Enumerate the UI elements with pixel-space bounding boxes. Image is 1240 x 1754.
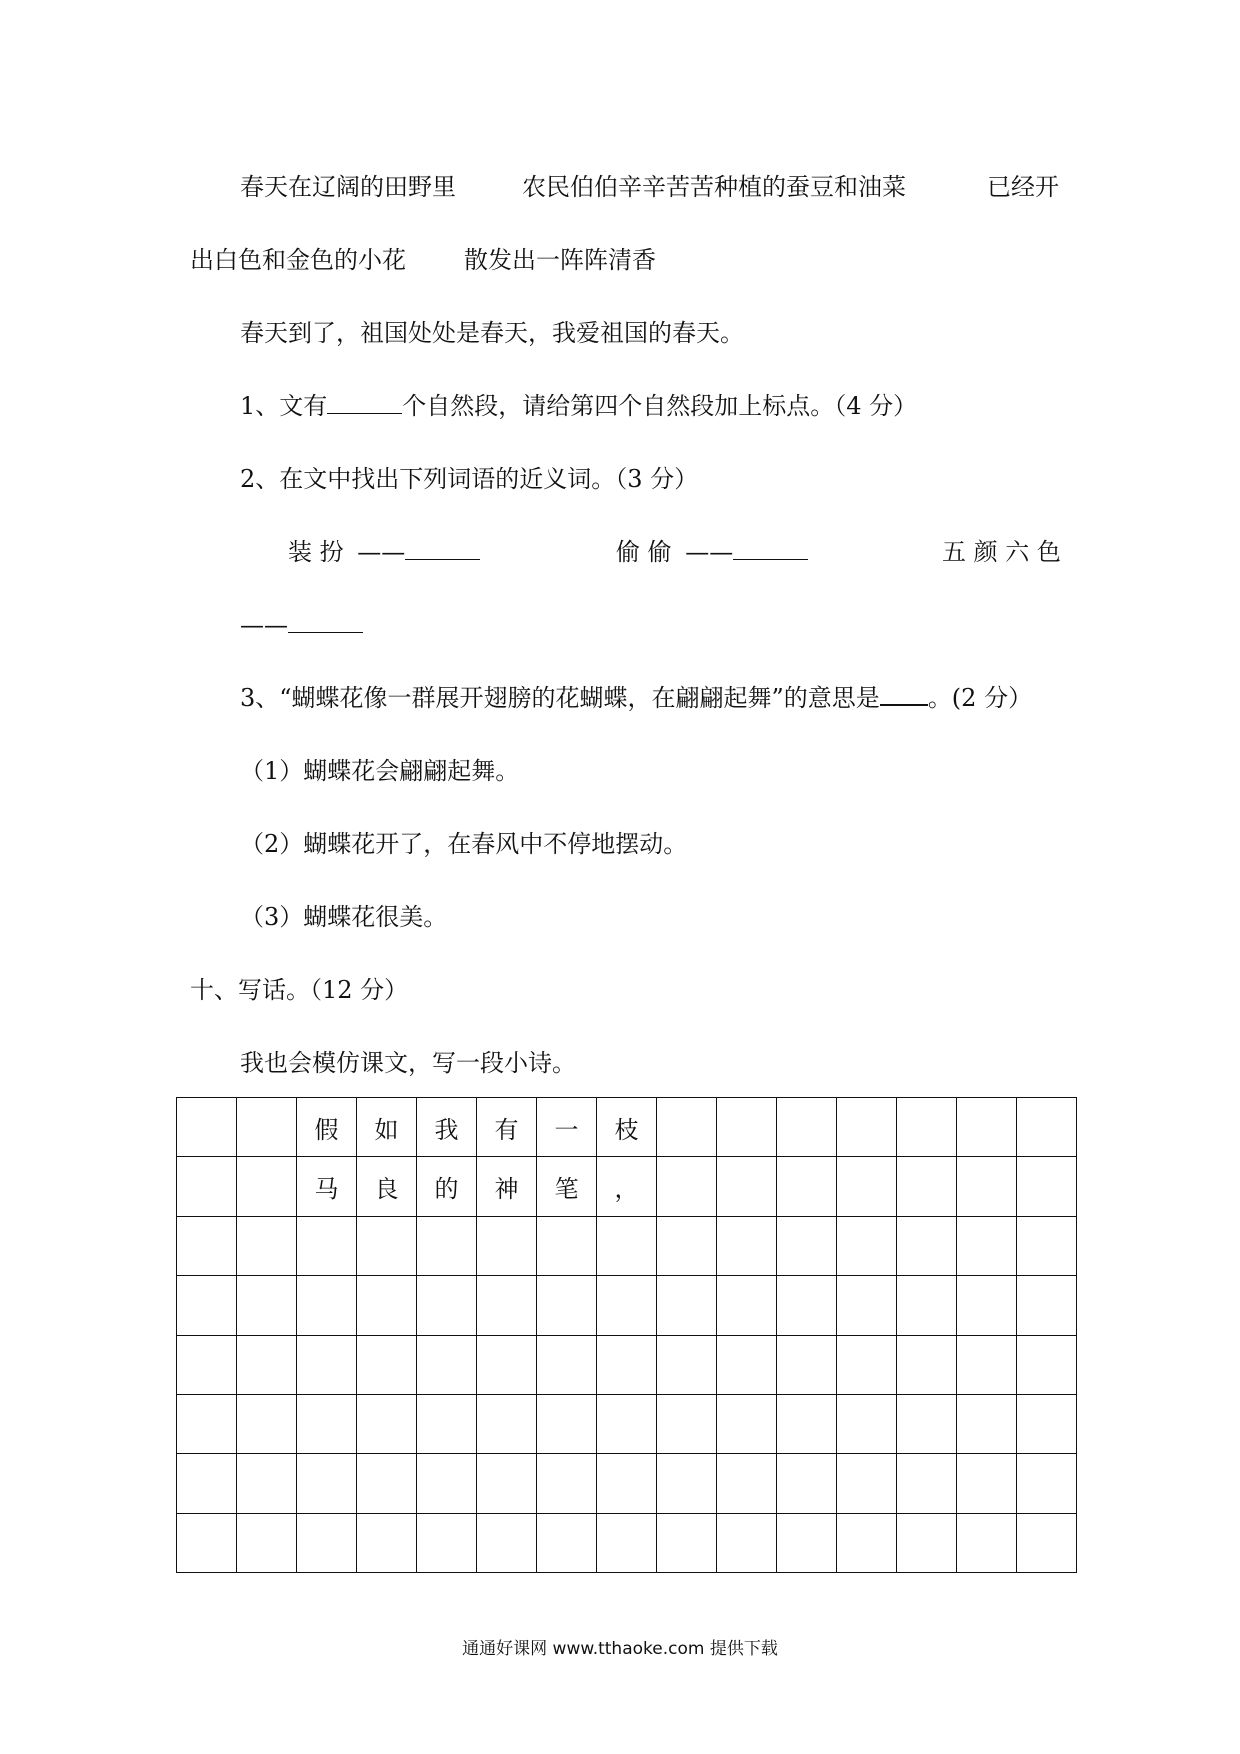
answer-blank[interactable] (733, 539, 808, 560)
grid-cell[interactable] (777, 1513, 837, 1572)
grid-cell[interactable] (1017, 1098, 1077, 1157)
grid-cell[interactable] (297, 1513, 357, 1572)
grid-cell[interactable] (657, 1513, 717, 1572)
grid-cell[interactable] (897, 1454, 957, 1513)
grid-cell[interactable] (357, 1454, 417, 1513)
grid-cell[interactable] (597, 1276, 657, 1335)
grid-cell[interactable] (897, 1157, 957, 1216)
synonym-word: 五 颜 六 色 (942, 538, 1061, 566)
grid-cell[interactable]: 良 (357, 1157, 417, 1216)
grid-cell[interactable] (297, 1394, 357, 1453)
option-3: （3）蝴蝶花很美。 (240, 903, 448, 931)
grid-cell[interactable] (1017, 1335, 1077, 1394)
grid-cell[interactable] (957, 1098, 1017, 1157)
passage-paragraph-4-line-1 (240, 172, 1059, 202)
synonym-item-1 (288, 537, 480, 567)
grid-cell[interactable] (417, 1513, 477, 1572)
grid-cell[interactable] (777, 1394, 837, 1453)
grid-cell[interactable] (237, 1276, 297, 1335)
grid-cell[interactable] (717, 1216, 777, 1275)
grid-cell[interactable]: 我 (417, 1098, 477, 1157)
passage-phrase: 散发出一阵阵清香 (464, 246, 656, 274)
grid-cell[interactable] (537, 1513, 597, 1572)
grid-cell[interactable] (417, 1454, 477, 1513)
question-1-text-before: 1、文有 (240, 392, 328, 420)
grid-cell[interactable] (837, 1513, 897, 1572)
grid-cell[interactable] (597, 1394, 657, 1453)
answer-blank[interactable] (880, 684, 928, 706)
grid-cell[interactable] (237, 1157, 297, 1216)
grid-cell[interactable] (897, 1513, 957, 1572)
grid-cell[interactable] (177, 1394, 237, 1453)
grid-cell[interactable] (957, 1454, 1017, 1513)
grid-row (177, 1335, 1077, 1394)
grid-cell[interactable] (357, 1216, 417, 1275)
passage-paragraph-4-line-2 (190, 245, 656, 275)
grid-cell[interactable] (897, 1216, 957, 1275)
footer-source: 通通好课网 www.tthaoke.com 提供下载 (462, 1639, 778, 1659)
passage-phrase: 春天在辽阔的田野里 (240, 173, 456, 201)
grid-cell[interactable] (777, 1335, 837, 1394)
grid-cell[interactable] (537, 1394, 597, 1453)
grid-cell[interactable] (837, 1335, 897, 1394)
grid-cell[interactable] (237, 1216, 297, 1275)
grid-cell[interactable] (177, 1276, 237, 1335)
grid-cell[interactable] (177, 1098, 237, 1157)
grid-cell[interactable] (597, 1513, 657, 1572)
passage-phrase: 出白色和金色的小花 (190, 246, 406, 274)
grid-cell[interactable] (837, 1276, 897, 1335)
grid-cell[interactable] (177, 1513, 237, 1572)
grid-cell[interactable] (957, 1276, 1017, 1335)
grid-cell[interactable] (717, 1098, 777, 1157)
grid-row (177, 1513, 1077, 1572)
grid-row (177, 1216, 1077, 1275)
grid-cell[interactable] (1017, 1513, 1077, 1572)
grid-cell[interactable] (597, 1454, 657, 1513)
passage-phrase: 已经开 (987, 173, 1059, 201)
dash-icon: —— (240, 611, 288, 639)
writing-grid (176, 1097, 1077, 1573)
grid-cell[interactable] (537, 1216, 597, 1275)
grid-cell[interactable] (537, 1335, 597, 1394)
grid-cell[interactable] (717, 1335, 777, 1394)
question-1-text-after: 个自然段，请给第四个自然段加上标点。（4 分） (402, 392, 918, 420)
grid-cell[interactable] (897, 1335, 957, 1394)
grid-cell[interactable] (837, 1216, 897, 1275)
grid-cell[interactable] (717, 1157, 777, 1216)
grid-cell[interactable] (717, 1394, 777, 1453)
grid-cell[interactable]: 神 (477, 1157, 537, 1216)
grid-cell[interactable] (777, 1098, 837, 1157)
question-3-text-before: 3、“蝴蝶花像一群展开翅膀的花蝴蝶，在翩翩起舞”的意思是 (240, 684, 880, 712)
grid-cell[interactable]: 假 (297, 1098, 357, 1157)
grid-cell[interactable]: 枝 (597, 1098, 657, 1157)
grid-cell[interactable] (477, 1513, 537, 1572)
grid-cell[interactable] (357, 1394, 417, 1453)
grid-cell[interactable] (597, 1335, 657, 1394)
grid-cell[interactable] (657, 1216, 717, 1275)
grid-cell[interactable]: 马 (297, 1157, 357, 1216)
grid-cell[interactable]: 有 (477, 1098, 537, 1157)
grid-cell[interactable] (417, 1335, 477, 1394)
grid-cell[interactable] (657, 1454, 717, 1513)
grid-cell[interactable] (357, 1335, 417, 1394)
grid-cell[interactable] (837, 1454, 897, 1513)
grid-cell[interactable] (777, 1276, 837, 1335)
grid-cell[interactable] (177, 1454, 237, 1513)
grid-cell[interactable] (657, 1157, 717, 1216)
answer-blank[interactable] (288, 612, 363, 633)
grid-cell[interactable] (297, 1276, 357, 1335)
synonym-item-2 (616, 537, 808, 567)
option-2: （2）蝴蝶花开了，在春风中不停地摆动。 (240, 830, 688, 858)
grid-cell[interactable] (537, 1276, 597, 1335)
grid-cell[interactable]: ， (597, 1157, 657, 1216)
grid-cell[interactable] (837, 1394, 897, 1453)
grid-cell[interactable] (777, 1454, 837, 1513)
grid-cell[interactable] (237, 1513, 297, 1572)
grid-cell[interactable] (897, 1394, 957, 1453)
grid-row (177, 1454, 1077, 1513)
grid-cell[interactable] (237, 1335, 297, 1394)
grid-cell[interactable] (297, 1454, 357, 1513)
grid-cell[interactable] (177, 1335, 237, 1394)
grid-cell[interactable] (777, 1157, 837, 1216)
grid-cell[interactable] (957, 1335, 1017, 1394)
grid-row (177, 1098, 1077, 1157)
grid-cell[interactable] (657, 1394, 717, 1453)
grid-cell[interactable] (477, 1335, 537, 1394)
grid-cell[interactable] (477, 1394, 537, 1453)
grid-cell[interactable] (1017, 1454, 1077, 1513)
section-10-title: 十、写话。（12 分） (190, 976, 409, 1004)
grid-cell[interactable] (237, 1454, 297, 1513)
grid-cell[interactable] (177, 1157, 237, 1216)
grid-row (177, 1157, 1077, 1216)
question-3 (240, 683, 1032, 713)
grid-cell[interactable] (837, 1098, 897, 1157)
grid-cell[interactable] (477, 1276, 537, 1335)
grid-cell[interactable] (897, 1276, 957, 1335)
answer-blank[interactable] (327, 393, 402, 414)
grid-cell[interactable] (717, 1513, 777, 1572)
grid-cell[interactable] (597, 1216, 657, 1275)
grid-cell[interactable] (477, 1454, 537, 1513)
grid-cell[interactable] (357, 1276, 417, 1335)
section-10-instruction: 我也会模仿课文，写一段小诗。 (240, 1049, 576, 1077)
question-1 (240, 391, 917, 421)
grid-cell[interactable] (957, 1394, 1017, 1453)
grid-cell[interactable] (837, 1157, 897, 1216)
grid-cell[interactable] (297, 1216, 357, 1275)
grid-cell[interactable] (1017, 1216, 1077, 1275)
answer-blank[interactable] (405, 539, 480, 560)
grid-cell[interactable] (537, 1454, 597, 1513)
grid-cell[interactable]: 一 (537, 1098, 597, 1157)
passage-paragraph-5: 春天到了，祖国处处是春天，我爱祖国的春天。 (240, 319, 744, 347)
grid-cell[interactable] (957, 1513, 1017, 1572)
dash-icon: —— (357, 538, 406, 566)
grid-cell[interactable] (957, 1216, 1017, 1275)
grid-cell[interactable] (297, 1335, 357, 1394)
grid-cell[interactable]: 笔 (537, 1157, 597, 1216)
grid-cell[interactable] (657, 1276, 717, 1335)
grid-row (177, 1394, 1077, 1453)
grid-cell[interactable] (477, 1216, 537, 1275)
passage-phrase: 农民伯伯辛辛苦苦种植的蚕豆和油菜 (522, 173, 906, 201)
question-3-text-after: 。(2 分） (927, 684, 1033, 712)
grid-cell[interactable] (657, 1098, 717, 1157)
grid-cell[interactable] (717, 1276, 777, 1335)
grid-cell[interactable] (1017, 1157, 1077, 1216)
grid-cell[interactable] (237, 1394, 297, 1453)
grid-cell[interactable] (897, 1098, 957, 1157)
synonym-word: 装 扮 (288, 538, 344, 566)
grid-cell[interactable] (357, 1513, 417, 1572)
grid-cell[interactable] (177, 1216, 237, 1275)
grid-cell[interactable] (777, 1216, 837, 1275)
option-1: （1）蝴蝶花会翩翩起舞。 (240, 757, 520, 785)
grid-cell[interactable] (957, 1157, 1017, 1216)
grid-row (177, 1276, 1077, 1335)
grid-cell[interactable] (417, 1216, 477, 1275)
grid-cell[interactable] (657, 1335, 717, 1394)
grid-cell[interactable] (717, 1454, 777, 1513)
question-2-prompt: 2、在文中找出下列词语的近义词。（3 分） (240, 465, 699, 493)
grid-cell[interactable]: 的 (417, 1157, 477, 1216)
dash-icon: —— (685, 538, 734, 566)
grid-cell[interactable] (417, 1394, 477, 1453)
grid-cell[interactable] (417, 1276, 477, 1335)
grid-cell[interactable]: 如 (357, 1098, 417, 1157)
grid-cell[interactable] (1017, 1276, 1077, 1335)
synonym-item-3 (942, 537, 1061, 567)
grid-cell[interactable] (237, 1098, 297, 1157)
grid-cell[interactable] (1017, 1394, 1077, 1453)
synonym-word: 偷 偷 (616, 538, 672, 566)
synonym-item-3-answer (240, 610, 363, 640)
